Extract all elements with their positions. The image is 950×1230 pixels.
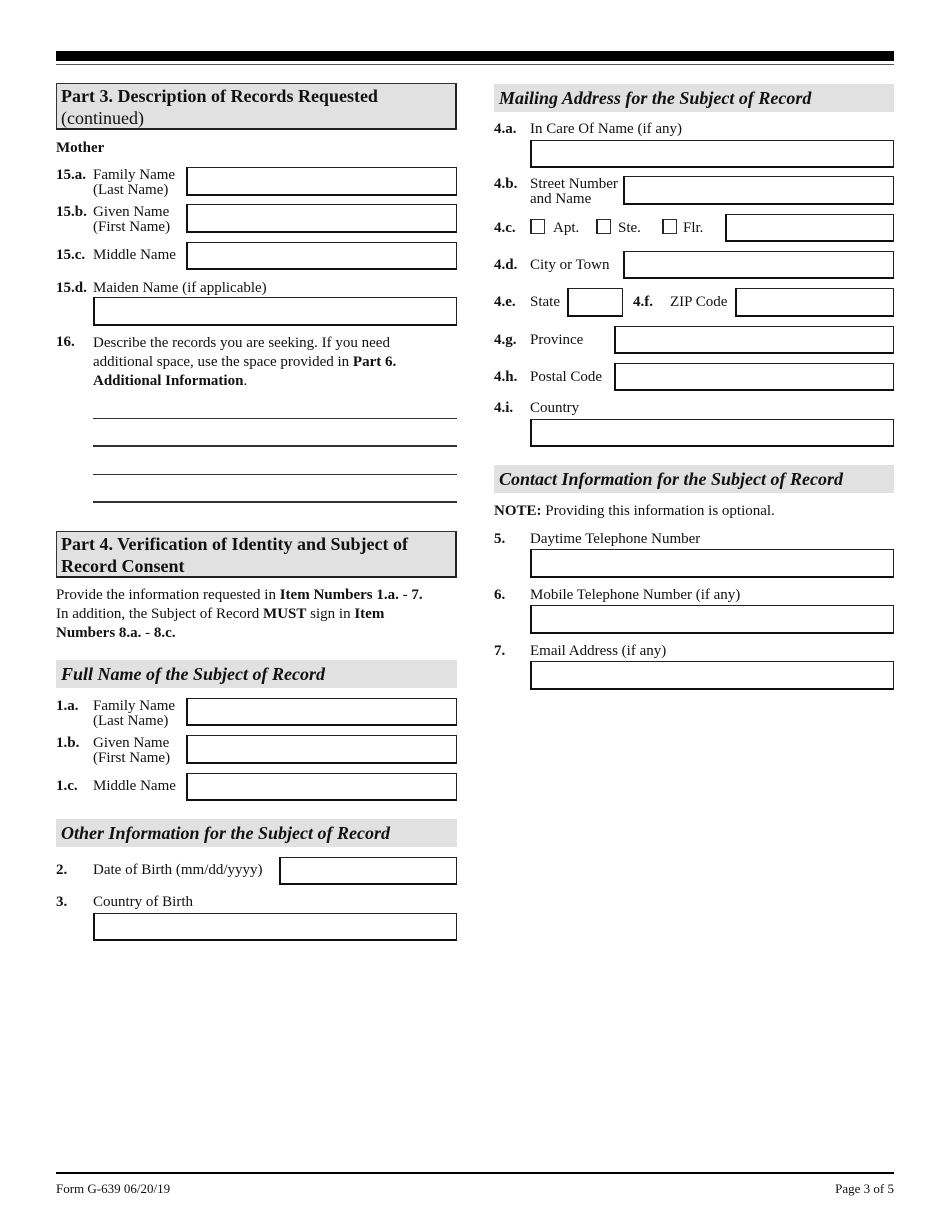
text: MUST (263, 606, 307, 622)
item-number: 6. (494, 587, 506, 603)
field-label: Family Name (93, 698, 176, 714)
records-textarea-line[interactable] (93, 501, 457, 503)
country-of-birth-input[interactable] (93, 913, 457, 941)
street-input[interactable] (623, 176, 894, 205)
field-label: Country of Birth (93, 894, 193, 910)
item-number: 1.b. (56, 735, 80, 751)
footer-rule (56, 1172, 894, 1174)
flr-label: Flr. (683, 220, 704, 236)
records-textarea-line[interactable] (93, 418, 457, 419)
item-number: 3. (56, 894, 68, 910)
item-number: 4.d. (494, 257, 518, 273)
in-care-of-input[interactable] (530, 140, 894, 168)
text: Numbers 8.a. (56, 625, 142, 641)
mailing-header: Mailing Address for the Subject of Record (494, 84, 894, 112)
text: In addition, the Subject of Record (56, 606, 264, 622)
date-of-birth-input[interactable] (279, 857, 457, 885)
apt-checkbox[interactable] (530, 219, 545, 234)
note-text: Providing this information is optional. (541, 503, 775, 519)
field-label: Province (530, 332, 584, 348)
text: Provide the information requested in (56, 587, 280, 603)
item-number: 5. (494, 531, 506, 547)
part4-instructions (56, 586, 423, 643)
item-number: 4.e. (494, 294, 516, 310)
part3-continued: (continued) (61, 108, 144, 128)
item-number: 15.d. (56, 280, 87, 296)
field-label: (Last Name) (93, 713, 169, 729)
mobile-phone-input[interactable] (530, 605, 894, 634)
item-number: 4.a. (494, 121, 517, 137)
postal-code-input[interactable] (614, 363, 894, 391)
q16-part6: Part 6. (352, 354, 397, 370)
state-select[interactable] (567, 288, 623, 317)
unit-number-input[interactable] (725, 214, 894, 242)
ste-checkbox[interactable] (596, 219, 611, 234)
top-bar (56, 51, 894, 61)
field-label: Email Address (if any) (530, 643, 667, 659)
field-label: City or Town (530, 257, 610, 273)
ste-label: Ste. (618, 220, 641, 236)
q16-period: . (243, 373, 248, 389)
apt-label: Apt. (553, 220, 580, 236)
item-number: 4.b. (494, 176, 518, 192)
mother-middle-name-input[interactable] (186, 242, 457, 270)
item-number: 15.c. (56, 247, 86, 263)
field-label: Daytime Telephone Number (530, 531, 701, 547)
subject-middle-name-input[interactable] (186, 773, 457, 801)
item-number: 4.h. (494, 369, 518, 385)
item-number: 4.c. (494, 220, 516, 236)
country-input[interactable] (530, 419, 894, 447)
text: 8.c. (153, 625, 176, 641)
field-label: (First Name) (93, 750, 171, 766)
field-label: Date of Birth (mm/dd/yyyy) (93, 862, 263, 878)
item-number: 4.f. (633, 294, 653, 310)
item-number: 15.b. (56, 204, 87, 220)
mother-heading: Mother (56, 140, 105, 156)
field-label: Given Name (93, 735, 170, 751)
item-number: 1.a. (56, 698, 79, 714)
field-label: Postal Code (530, 369, 603, 385)
item-number: 16. (56, 334, 75, 350)
q16-line1: Describe the records you are seeking. If you need (93, 335, 390, 351)
flr-checkbox[interactable] (662, 219, 677, 234)
text: Item (354, 606, 385, 622)
field-label: Middle Name (93, 247, 176, 263)
daytime-phone-input[interactable] (530, 549, 894, 578)
field-label: Given Name (93, 204, 170, 220)
field-label: (Last Name) (93, 182, 169, 198)
records-textarea-line[interactable] (93, 445, 457, 447)
field-label: Family Name (93, 167, 176, 183)
zip-code-input[interactable] (735, 288, 894, 317)
q16-additional-info: Additional Information (93, 373, 244, 389)
contact-header: Contact Information for the Subject of Record (494, 465, 894, 493)
province-input[interactable] (614, 326, 894, 354)
item-number: 4.g. (494, 332, 517, 348)
records-textarea-line[interactable] (93, 474, 457, 475)
item-number: 7. (494, 643, 506, 659)
item-number: 4.i. (494, 400, 514, 416)
subject-given-name-input[interactable] (186, 735, 457, 764)
q16-line2: additional space, use the space provided in (93, 354, 353, 370)
field-label: Middle Name (93, 778, 176, 794)
field-label: Mobile Telephone Number (if any) (530, 587, 741, 603)
part4-header (56, 531, 457, 578)
full-name-header: Full Name of the Subject of Record (56, 660, 457, 688)
contact-note (494, 503, 775, 519)
mother-family-name-input[interactable] (186, 167, 457, 196)
field-label: (First Name) (93, 219, 171, 235)
item-number: 1.c. (56, 778, 78, 794)
field-label: Street Number (530, 176, 618, 192)
footer-form-id: Form G-639 06/20/19 (56, 1181, 171, 1196)
part4-title-line1: Part 4. Verification of Identity and Subject of (61, 534, 408, 554)
field-label: In Care Of Name (if any) (530, 121, 683, 137)
mother-given-name-input[interactable] (186, 204, 457, 233)
field-label: Maiden Name (if applicable) (93, 280, 267, 296)
field-label: Country (530, 400, 580, 416)
part3-title: Part 3. Description of Records Requested (61, 86, 378, 106)
mother-maiden-name-input[interactable] (93, 297, 457, 326)
field-label: State (530, 294, 560, 310)
note-label: NOTE: (494, 503, 542, 519)
part4-title-line2: Record Consent (61, 556, 185, 576)
item-number: 2. (56, 862, 68, 878)
item-number: 15.a. (56, 167, 86, 183)
part3-header (56, 83, 457, 130)
other-info-header: Other Information for the Subject of Record (56, 819, 457, 847)
text: 7. (411, 587, 423, 603)
text: sign in (306, 606, 355, 622)
city-input[interactable] (623, 251, 894, 279)
email-input[interactable] (530, 661, 894, 690)
footer-page-number: Page 3 of 5 (835, 1181, 894, 1196)
text: - (398, 587, 412, 603)
field-label: ZIP Code (670, 294, 728, 310)
subject-family-name-input[interactable] (186, 698, 457, 726)
field-label: and Name (530, 191, 592, 207)
text: Item Numbers 1.a. (279, 587, 399, 603)
text: - (141, 625, 154, 641)
q16-text (93, 334, 396, 391)
top-rule (56, 64, 894, 65)
